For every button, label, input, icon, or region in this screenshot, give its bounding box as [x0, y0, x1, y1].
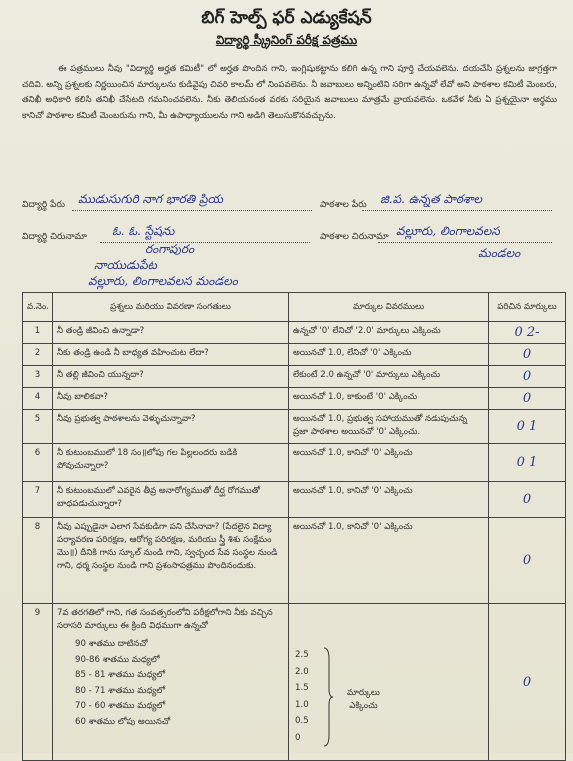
curly-brace-icon [323, 647, 333, 747]
student-address-line2[interactable]: రంగాపురం [145, 242, 195, 256]
list-item: 85 - 81 శాతము మధ్యలో [75, 670, 166, 680]
percentage-range-list [75, 637, 284, 730]
mark-value: 0.5 [295, 716, 309, 726]
row-number: 2 [23, 344, 53, 366]
list-item: 60 శాతము లోపు అయినచో [75, 716, 171, 727]
row-number: 5 [23, 410, 53, 444]
row-question: నీవు ఎప్పుడైనా ఎలాగ సేవకుడిగా పని చేసినావా? (పేదలైన విద్యా పర్యావరణ పరిరక్షణ, ఆరోగ్య పరిరక్షణ, మరియు స్త్రీ శిశు సంక్షేమం మొ॥) దీనికి గాను స్కూల్ నుండి గాని, స్వచ్ఛంద సేవ సంస్థల నుండి గాని, ధర్మ సంస్థల నుండి గాని ప్రశంసాపత్రము పొందినందుకు. [53, 518, 289, 604]
table-row [23, 322, 566, 344]
row-marks-rule: ఉన్నచో '0' లేనిచో '2.0' మార్కులు ఎక్కించు [289, 322, 489, 344]
student-address-line1[interactable]: ఓ. ఓ. స్టేషను [112, 224, 175, 238]
school-address-label: పాఠశాల చిరునామా [320, 232, 389, 242]
row-question: నీ తండ్రి జీవించి ఉన్నాడా? [53, 322, 289, 344]
table-row [23, 482, 566, 518]
row-marks-rule: అయినచో 1.0, కానిచో '0' ఎక్కించు [289, 444, 489, 482]
row-marks-rule: అయినచో 1.0, కానిచో '0' ఎక్కించు [289, 518, 489, 604]
student-address-label: విద్యార్థి చిరునామా [22, 232, 87, 242]
row-score[interactable]: 0 1 [489, 444, 566, 482]
row-question: నీ కుటుంబములో 18 సం॥లోపు గల పిల్లలందరు బడికి పోవుచున్నారా? [53, 444, 289, 482]
row-score[interactable]: 0 [489, 366, 566, 388]
marks-caption-line1: మార్కులు [347, 688, 380, 698]
table-row [23, 604, 566, 761]
table-header-row [23, 293, 566, 322]
list-item: 70 - 60 శాతము మధ్యలో [75, 701, 166, 711]
row-question: నీవు బాలికవా? [53, 388, 289, 410]
row-score[interactable]: 0 [489, 604, 566, 761]
mark-value: 0 [295, 732, 301, 743]
student-address-line [100, 242, 310, 243]
marks-scale [293, 607, 484, 757]
table-row [23, 388, 566, 410]
page-subtitle: విద్యార్థి స్క్రీనింగ్ పరీక్ష పత్రము [215, 33, 358, 47]
list-item: 90-86 శాతము మధ్యలో [75, 654, 160, 665]
student-name-value[interactable]: ముడుసుగురి నాగ భారతి ప్రియ [78, 192, 223, 206]
row-question: నీ తల్లి జీవించి యున్నదా? [53, 366, 289, 388]
row-score[interactable]: 0 [489, 482, 566, 518]
header-marks-given: పరిచిన మార్కులు [489, 293, 566, 322]
row-marks-rule [289, 604, 489, 761]
row-question [53, 604, 289, 761]
row-score[interactable]: 0 [489, 344, 566, 366]
header-questions: ప్రశ్నలు మరియు వివరణా సంగతులు [53, 293, 289, 322]
mark-value: 1.0 [295, 699, 309, 710]
school-name-line [362, 210, 552, 211]
student-address-line3[interactable]: నాయుడుపేట [94, 258, 157, 272]
screening-table [22, 292, 566, 761]
page-title: బిగ్ హెల్ప్ ఫర్ ఎడ్యుకేషన్ [201, 8, 372, 28]
row9-question-text: 7వ తరగతిలో గాని, గత సంవత్సరంలోని పరీక్షలోగాని నీకు వచ్చిన సరాసరి మార్కులు ఈ క్రింది విధముగా ఉన్నచో [57, 608, 273, 631]
table-row [23, 344, 566, 366]
row-score[interactable]: 0 1 [489, 410, 566, 444]
row-marks-rule: లేకుంటే 2.0 ఉన్నచో '0' మార్కులు ఎక్కించు [289, 366, 489, 388]
list-item: 90 శాతము దాటినచో [75, 639, 148, 649]
row-marks-rule: అయినచో 1.0, ప్రభుత్వ సహాయముతో నడుపుచున్న ప్రజా పాఠశాల అయినచో '0' ఎక్కించు. [289, 410, 489, 444]
school-name-label: పాఠశాల పేరు [320, 200, 367, 210]
row-number: 8 [23, 518, 53, 604]
row-number: 7 [23, 482, 53, 518]
school-address-value[interactable]: వల్లూరు, లింగాలవలస [396, 224, 500, 238]
table-row [23, 444, 566, 482]
row-marks-rule: అయినచో 1.0, కాకుంటే '0' ఎక్కించు [289, 388, 489, 410]
row-number: 3 [23, 366, 53, 388]
marks-caption [347, 687, 380, 713]
mark-value: 2.5 [295, 650, 309, 660]
row-number: 9 [23, 604, 53, 761]
header-serial-no: వ.నెం. [23, 293, 53, 322]
row-score[interactable]: 0 [489, 388, 566, 410]
table-row [23, 410, 566, 444]
mark-value: 1.5 [295, 683, 309, 693]
student-address-line4[interactable]: వల్లూరు, లింగాలవలస మండలం [88, 274, 238, 288]
marks-values [295, 647, 309, 746]
row-score[interactable]: 0 [489, 518, 566, 604]
row-question: నీ కుటుంబములో ఎవరైన తీవ్ర అనారోగ్యముతో దీర్ఘ రోగముతో బాధపడుచున్నారా? [53, 482, 289, 518]
row-marks-rule: అయినచో 1.0, కానిచో '0' ఎక్కించు [289, 482, 489, 518]
table-row [23, 366, 566, 388]
list-item: 80 - 71 శాతము మధ్యలో [75, 685, 166, 696]
student-name-line [72, 210, 312, 211]
row-number: 4 [23, 388, 53, 410]
row-number: 1 [23, 322, 53, 344]
student-name-label: విద్యార్థి పేరు [22, 200, 65, 210]
header-marks-details: మార్కుల వివరములు [289, 293, 489, 322]
mark-value: 2.0 [295, 666, 309, 677]
table-row [23, 518, 566, 604]
marks-caption-line2: ఎక్కించు [349, 701, 378, 711]
row-question: నీవు ప్రభుత్వ పాఠశాలను వెళ్ళుచున్నావా? [53, 410, 289, 444]
school-address-line2[interactable]: మండలం [478, 246, 521, 260]
school-name-value[interactable]: జి.ప. ఉన్నత పాఠశాల [380, 192, 483, 206]
instructions-paragraph: ఈ పత్రములు నీవు "విద్యార్థి అర్హత కమిటీ" లో అర్హత పొందిన గాని, ఇంగ్లిషుకట్టాను కలిగి ఉన్న గాని పూర్తి చేయవలెను. దయచేసి ప్రశ్నలను జాగ్రత్తగా చదివి. అన్ని ప్రశ్నలకు నిర్ణయించిన మార్కులను కుడివైపు చివరి కాలమ్ లో నింపవలెను. నీ జవాబులు అన్నింటిని సరిగా ఉన్నవో లేవో అని పాఠశాల కమిటీ మెంబరు, తనిఖీ అధికారి కలిసి తనిఖీ చేసేటది గమనించవలెను. నీకు తెలియనంత వరకు సరియైన జవాబులు మాత్రమే వ్రాయవలెను. ఒకవేళ నీకు ఏ ప్రశ్నయైనా అర్థము కానిచో పాఠశాల కమిటీ మెంబరును గాని, మీ ఉపాధ్యాయులను గాని అడిగి తెలుసుకొనవచ్చును. [22, 64, 557, 121]
row-marks-rule: అయినచో 1.0, లేనిచో '0' ఎక్కించు [289, 344, 489, 366]
row-question: నీకు తండ్రి ఉండి నీ బాధ్యత వహించుట లేదా? [53, 344, 289, 366]
school-address-line [378, 242, 552, 243]
row-score[interactable]: 0 2- [489, 322, 566, 344]
row-number: 6 [23, 444, 53, 482]
